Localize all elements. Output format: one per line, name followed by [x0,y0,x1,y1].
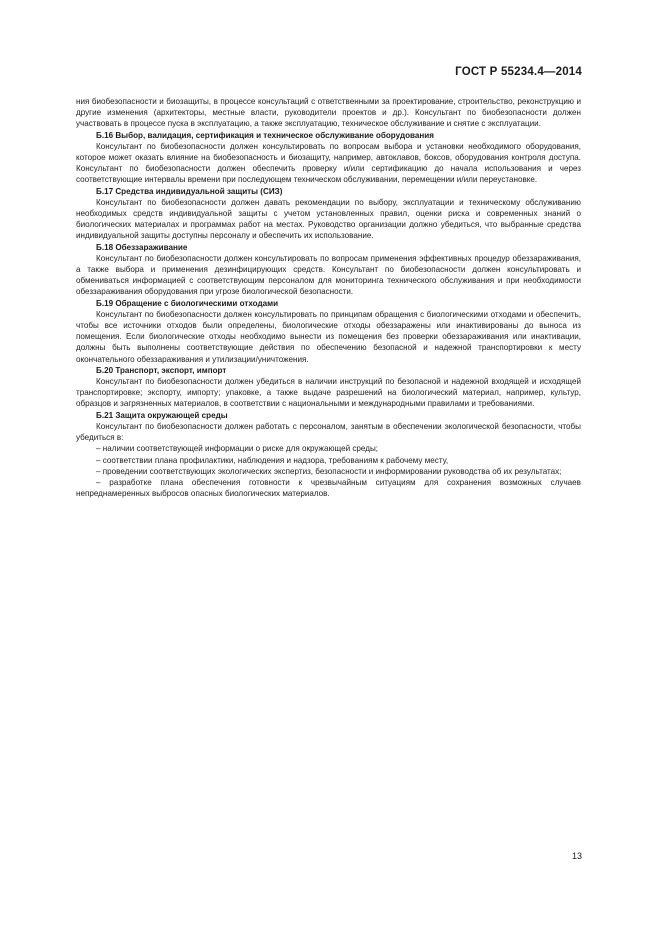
section-paragraph: Консультант по биобезопасности должен убедиться в наличии инструкций по безопасной и надежной входящей и исходящей транспортировке; экспорту, импорту; упаковке, а также выдаче разрешений на биологический материал, например, культур, образцов и загрязненных материалов, в соответствии с национальными и международными правилами и требованиями. [76,377,581,409]
list-item: – наличии соответствующей информации о риске для окружающей среды; [96,444,379,454]
section-paragraph: Консультант по биобезопасности должен давать рекомендации по выбору, эксплуатации и техническому обслуживанию необходимых средств индивидуальной защиты с учетом установленных правил, оценки риска и современных знаний о биологических материалах и программах работ на местах. Руководство организации должно убедиться, что выбранные средства индивидуальной защиты доступны персоналу и обеспечить их использование. [76,197,581,241]
section-heading: Б.20 Транспорт, экспорт, импорт [96,365,227,375]
section-b20 [76,365,581,410]
section-b19 [76,298,581,365]
intro-paragraph: ния биобезопасности и биозащиты, в процессе консультаций с ответственными за проектирование, строительство, реконструкцию и другие изменения (архитекторы, местные власти, руководители проектов и др.). Консультант по биобезопасности должен участвовать в процессе пуска в эксплуатацию, а также эксплуатацию, техническое обслуживание и снятие с эксплуатации. [76,97,581,129]
section-paragraph: Консультант по биобезопасности должен консультировать по принципам обращения с биологическими отходами и обеспечить, чтобы все источники отходов были определены, биологические отходы обеззаражены или инактивированы до выноса из помещения. Если биологические отходы необходимо вынести из помещения без проверки обеззараживания или инактивации, должны быть выполнены соответствующие действия по обеспечению безопасной и надежной транспортировки к месту окончательного обеззараживания и утилизации/уничтожения. [76,309,581,364]
section-paragraph: Консультант по биобезопасности должен работать с персоналом, занятым в обеспечении экологической безопасности, чтобы убедиться в: [76,421,581,443]
document-body [76,96,581,499]
section-heading: Б.18 Обеззараживание [96,242,188,252]
section-paragraph: Консультант по биобезопасности должен консультировать по вопросам применения эффективных процедур обеззараживания, а также выбора и применения дезинфицирующих средств. Консультант по биобезопасности должен консультировать и обмениваться информацией с соответствующим персоналом для мониторинга технического обслуживания и при необходимости обеззараживания оборудования при угрозе биологической безопасности. [76,253,581,297]
section-b17 [76,186,581,242]
section-heading: Б.21 Защита окружающей среды [96,410,228,420]
section-heading: Б.19 Обращение с биологическими отходами [96,298,279,308]
section-heading: Б.16 Выбор, валидация, сертификация и техническое обслуживание оборудования [96,130,434,140]
list-item: – проведении соответствующих экологических экспертиз, безопасности и информировании руководства об их результатах; [96,466,562,476]
list-item: – соответствии плана профилактики, наблюдения и надзора, требованиям к рабочему месту, [96,455,449,465]
list-item: – разработке плана обеспечения готовности к чрезвычайным ситуациям для сохранения возможных случаев непреднамеренных выбросов опасных биологических материалов. [76,477,581,499]
section-b16 [76,130,581,186]
section-heading: Б.17 Средства индивидуальной защиты (СИЗ) [96,186,283,196]
document-code: ГОСТ Р 55234.4—2014 [455,66,582,78]
section-b21 [76,410,581,500]
section-paragraph: Консультант по биобезопасности должен консультировать по вопросам выбора и установки необходимого оборудования, которое может оказать влияние на биобезопасность и биозащиту, например, автоклавов, боксов, оборудования контроля доступа. Консультант по биобезопасности должен обеспечить проверку и/или сертификацию до начала использования и через соответствующие интервалы времени при последующем техническом обслуживании, перемещении и/или переустановке. [76,141,581,185]
section-b18 [76,242,581,298]
page-number: 13 [571,851,582,861]
